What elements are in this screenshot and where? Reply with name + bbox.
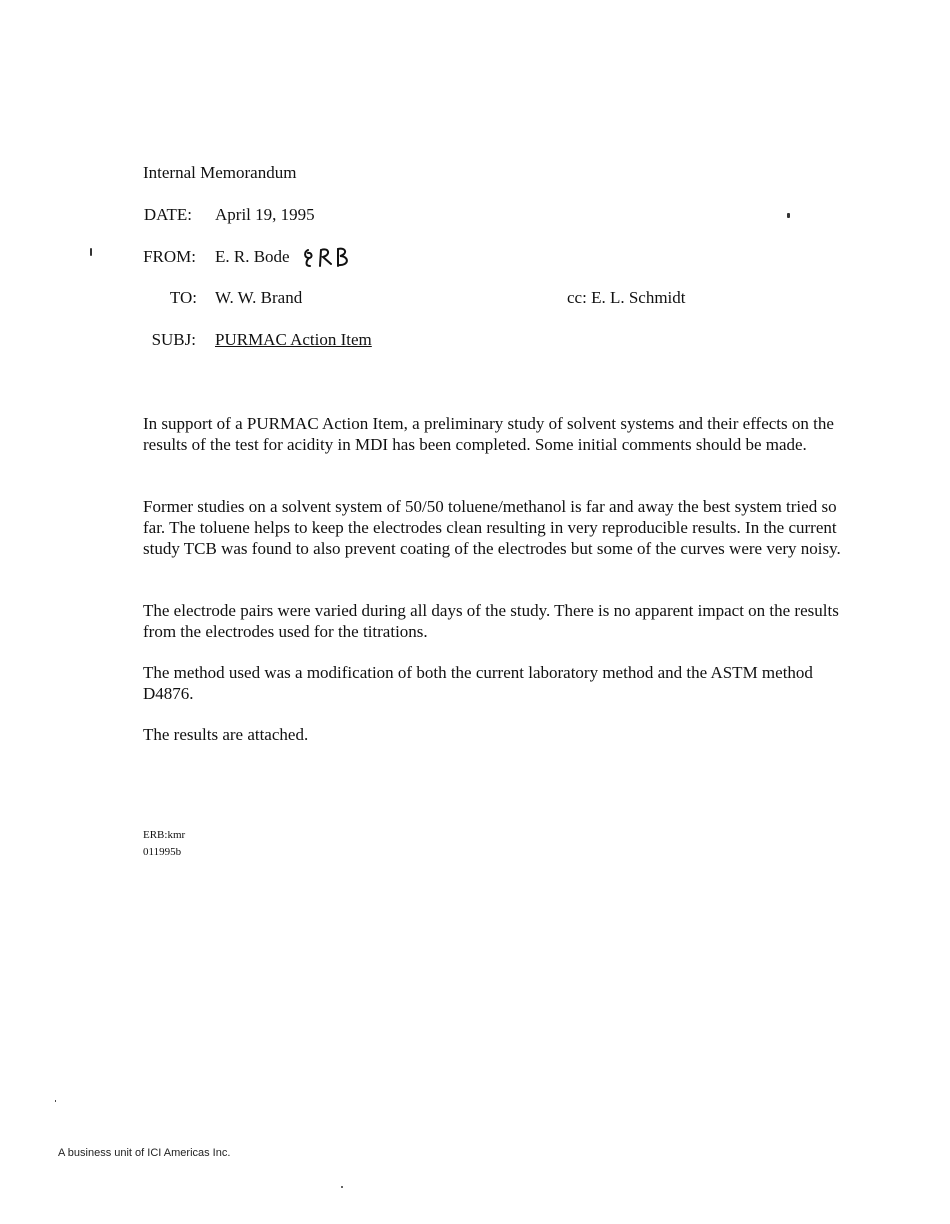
paragraph-4: The method used was a modification of both the current laboratory method and the ASTM method D4876. xyxy=(143,663,813,703)
date-value: April 19, 1995 xyxy=(215,205,315,224)
paragraph-1: In support of a PURMAC Action Item, a preliminary study of solvent systems and their effects on the results of the test for acidity in MDI has been completed. Some initial comments should be made. xyxy=(143,414,834,454)
paragraph-2: Former studies on a solvent system of 50/50 toluene/methanol is far and away the best system tried so far. The toluene helps to keep the electrodes clean resulting in very reproducible results. In the current study TCB was found to also prevent coating of the electrodes but some of the curves were very noisy. xyxy=(143,497,841,558)
reference-code: 011995b xyxy=(143,846,182,858)
paragraph-5: The results are attached. xyxy=(143,725,309,744)
reference-initials: ERB:kmr xyxy=(143,829,186,841)
paragraph-3: The electrode pairs were varied during all days of the study. There is no apparent impact on the results from the electrodes used for the titrations. xyxy=(143,601,839,641)
scan-speck xyxy=(90,248,92,256)
footer-text: A business unit of ICI Americas Inc. xyxy=(58,1147,231,1159)
memo-title: Internal Memorandum xyxy=(143,163,297,182)
date-label: DATE: xyxy=(143,205,192,224)
scan-speck xyxy=(341,1186,343,1188)
cc-value: cc: E. L. Schmidt xyxy=(567,288,686,307)
from-label: FROM: xyxy=(143,247,196,266)
to-value: W. W. Brand xyxy=(215,288,303,307)
handwritten-initials-signature xyxy=(302,244,354,270)
scan-speck xyxy=(787,213,790,218)
scan-speck xyxy=(55,1100,56,1102)
to-label: TO: xyxy=(169,288,197,307)
subject-value: PURMAC Action Item xyxy=(215,330,372,349)
from-value: E. R. Bode xyxy=(215,247,290,266)
subj-label: SUBJ: xyxy=(151,330,196,349)
